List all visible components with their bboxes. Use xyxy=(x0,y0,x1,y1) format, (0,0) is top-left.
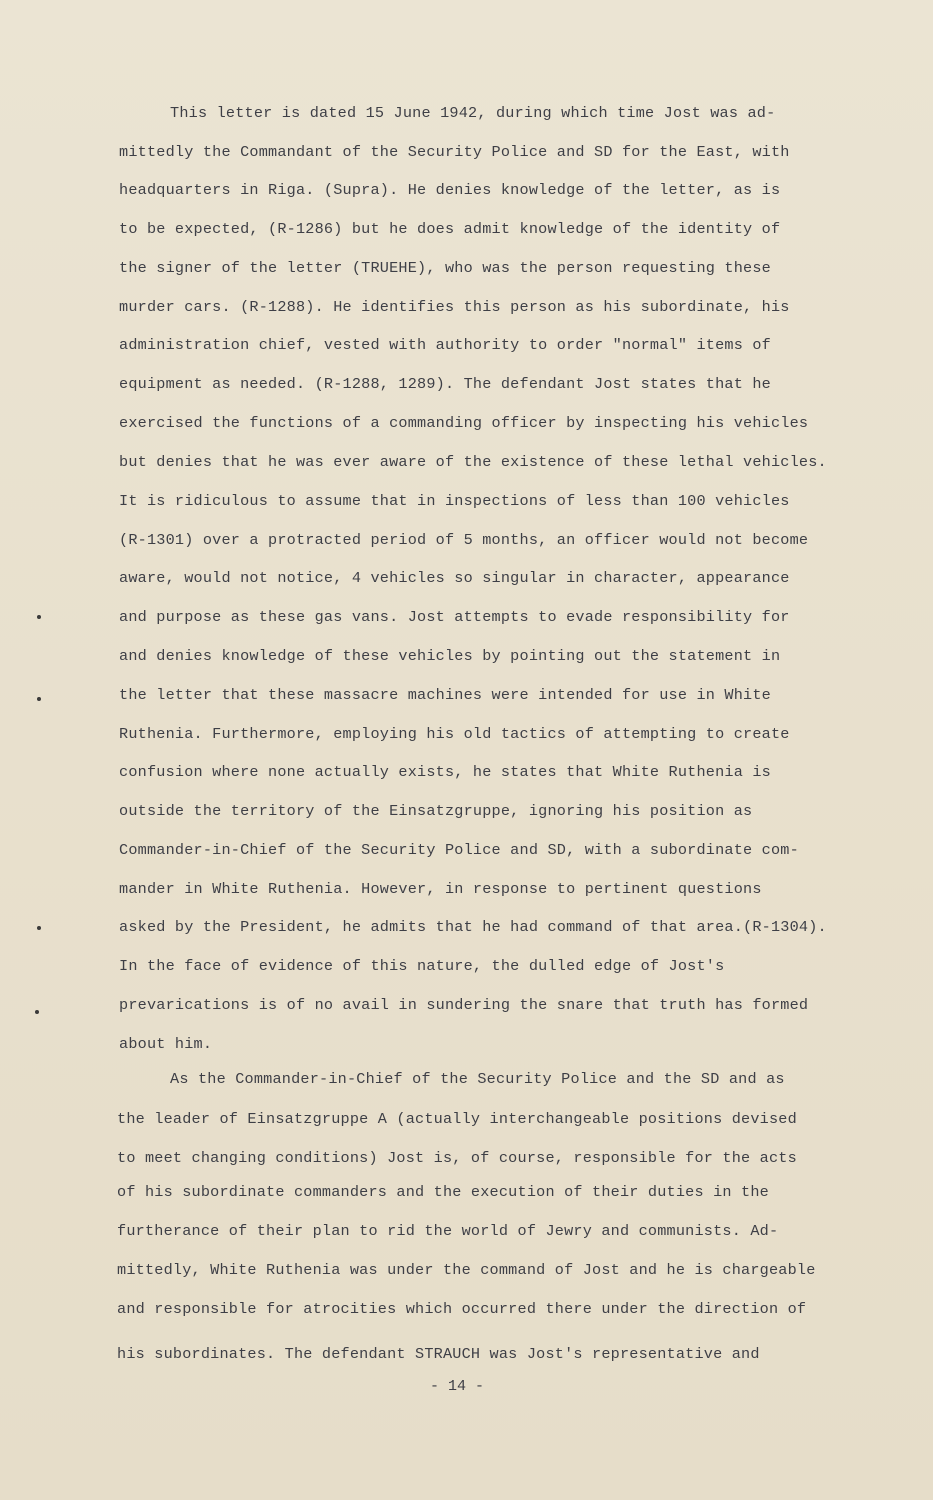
text-line: mittedly, White Ruthenia was under the command of Jost and he is chargeable xyxy=(117,1261,816,1279)
margin-mark xyxy=(37,926,41,930)
text-line: the leader of Einsatzgruppe A (actually interchangeable positions devised xyxy=(117,1110,797,1128)
text-line: about him. xyxy=(119,1035,213,1053)
text-line: and purpose as these gas vans. Jost attempts to evade responsibility for xyxy=(119,608,790,626)
text-line: the signer of the letter (TRUEHE), who was the person requesting these xyxy=(119,259,771,277)
text-line: to be expected, (R-1286) but he does admit knowledge of the identity of xyxy=(119,220,781,238)
text-line: (R-1301) over a protracted period of 5 months, an officer would not become xyxy=(119,531,809,549)
text-line: his subordinates. The defendant STRAUCH was Jost's representative and xyxy=(117,1345,760,1363)
margin-mark xyxy=(37,615,41,619)
text-line: furtherance of their plan to rid the world of Jewry and communists. Ad- xyxy=(117,1222,779,1240)
text-line: Commander-in-Chief of the Security Police and SD, with a subordinate com- xyxy=(119,841,799,859)
margin-mark xyxy=(37,697,41,701)
text-line: to meet changing conditions) Jost is, of course, responsible for the acts xyxy=(117,1149,797,1167)
text-line: As the Commander-in-Chief of the Security Police and the SD and as xyxy=(170,1070,785,1088)
text-line: aware, would not notice, 4 vehicles so singular in character, appearance xyxy=(119,569,790,587)
text-line: and responsible for atrocities which occurred there under the direction of xyxy=(117,1300,807,1318)
page-number: - 14 - xyxy=(430,1378,485,1395)
text-line: It is ridiculous to assume that in inspections of less than 100 vehicles xyxy=(119,492,790,510)
text-line: and denies knowledge of these vehicles by pointing out the statement in xyxy=(119,647,781,665)
text-line: equipment as needed. (R-1288, 1289). The defendant Jost states that he xyxy=(119,375,771,393)
text-line: mittedly the Commandant of the Security Police and SD for the East, with xyxy=(119,143,790,161)
text-line: but denies that he was ever aware of the existence of these lethal vehicles. xyxy=(119,453,827,471)
text-line: exercised the functions of a commanding officer by inspecting his vehicles xyxy=(119,414,809,432)
text-line: mander in White Ruthenia. However, in response to pertinent questions xyxy=(119,880,762,898)
text-line: of his subordinate commanders and the execution of their duties in the xyxy=(117,1183,769,1201)
text-line: the letter that these massacre machines were intended for use in White xyxy=(119,686,771,704)
text-line: administration chief, vested with authority to order "normal" items of xyxy=(119,336,771,354)
text-line: Ruthenia. Furthermore, employing his old tactics of attempting to create xyxy=(119,725,790,743)
text-line: murder cars. (R-1288). He identifies this person as his subordinate, his xyxy=(119,298,790,316)
text-line: This letter is dated 15 June 1942, during which time Jost was ad- xyxy=(170,104,776,122)
text-line: asked by the President, he admits that he had command of that area.(R-1304). xyxy=(119,918,827,936)
text-line: confusion where none actually exists, he states that White Ruthenia is xyxy=(119,763,771,781)
text-line: headquarters in Riga. (Supra). He denies knowledge of the letter, as is xyxy=(119,181,781,199)
text-line: prevarications is of no avail in sundering the snare that truth has formed xyxy=(119,996,809,1014)
text-line: outside the territory of the Einsatzgruppe, ignoring his position as xyxy=(119,802,753,820)
margin-mark xyxy=(35,1010,39,1014)
text-line: In the face of evidence of this nature, the dulled edge of Jost's xyxy=(119,957,725,975)
